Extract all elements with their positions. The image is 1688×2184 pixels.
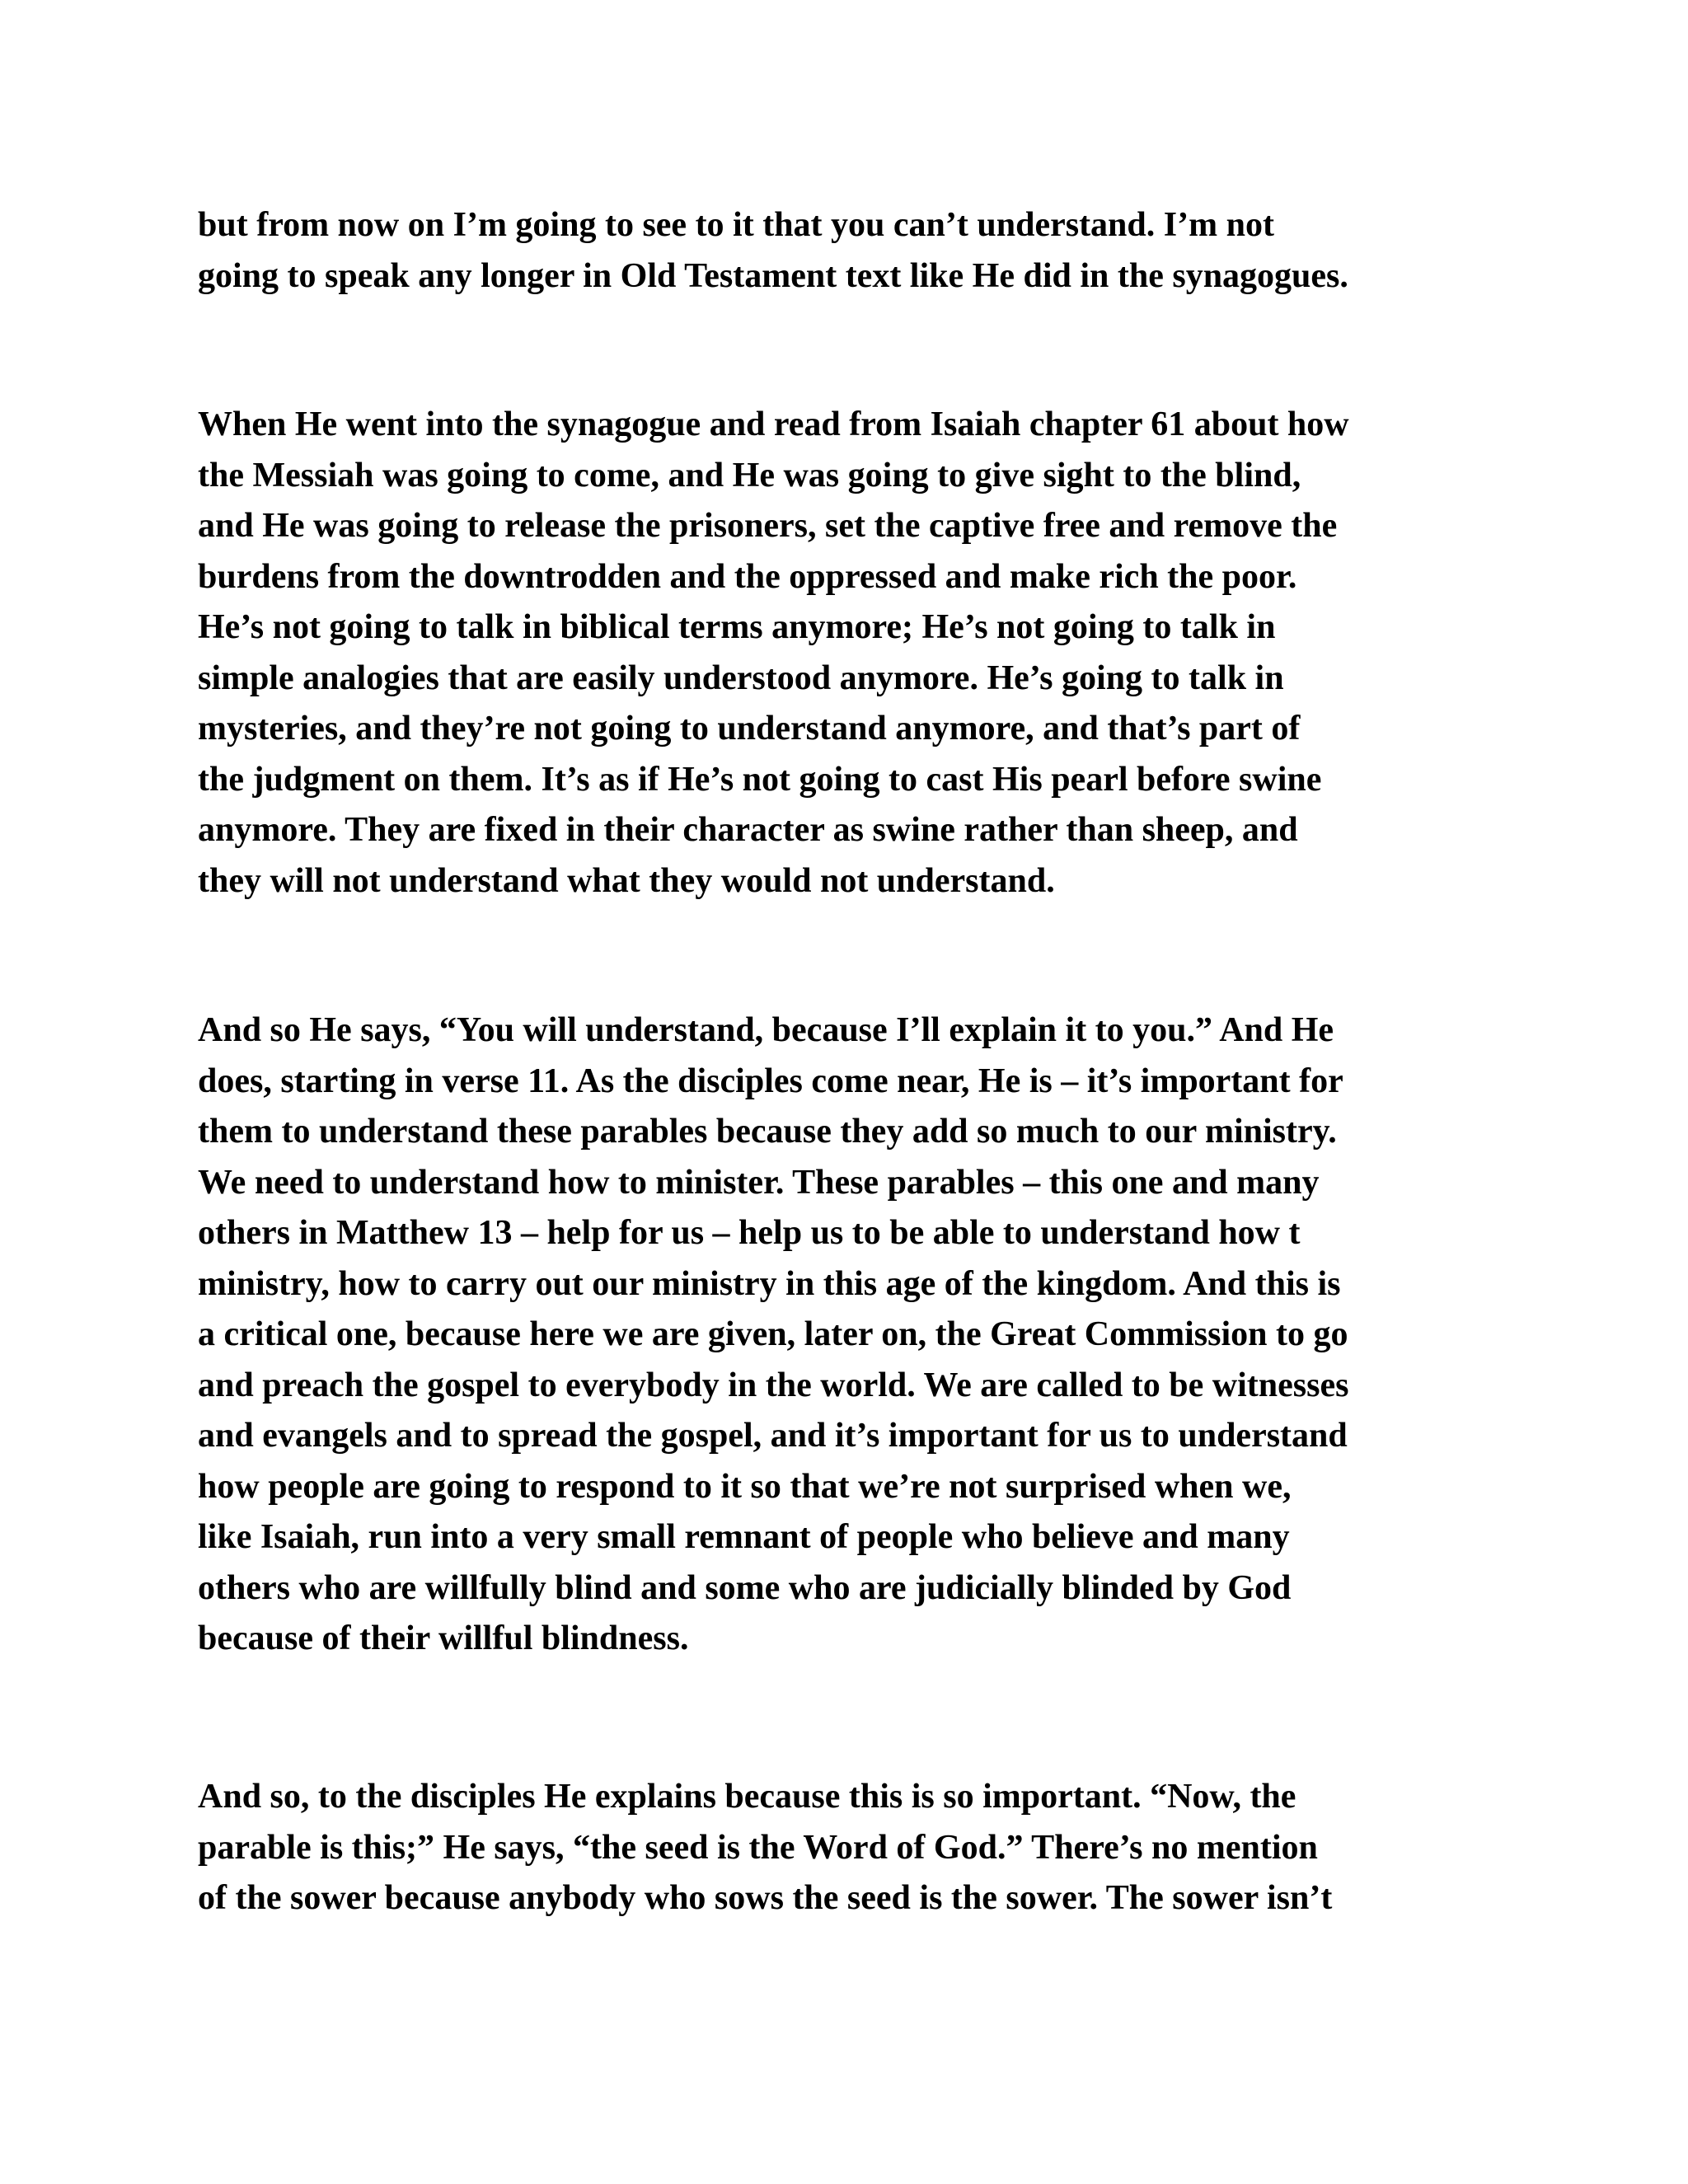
paragraph bbox=[198, 1772, 1517, 1924]
text-line: the judgment on them. It’s as if He’s not going to cast His pearl before swine bbox=[198, 760, 1322, 799]
text-line: because of their willful blindness. bbox=[198, 1619, 689, 1657]
text-line: them to understand these parables because they add so much to our ministry. bbox=[198, 1113, 1337, 1151]
text-line: parable is this;” He says, “the seed is the Word of God.” There’s no mention bbox=[198, 1828, 1318, 1867]
paragraph bbox=[198, 1005, 1517, 1665]
text-line: anymore. They are fixed in their character as swine rather than sheep, and bbox=[198, 811, 1298, 849]
text-line: going to speak any longer in Old Testament text like He did in the synagogues. bbox=[198, 256, 1348, 295]
text-line: When He went into the synagogue and read from Isaiah chapter 61 about how bbox=[198, 405, 1349, 443]
text-line: does, starting in verse 11. As the disciples come near, He is – it’s important for bbox=[198, 1062, 1343, 1100]
text-line: and He was going to release the prisoners, set the captive free and remove the bbox=[198, 507, 1338, 545]
text-line: And so He says, “You will understand, because I’ll explain it to you.” And He bbox=[198, 1011, 1334, 1049]
text-line: but from now on I’m going to see to it that you can’t understand. I’m not bbox=[198, 206, 1274, 244]
text-line: like Isaiah, run into a very small remnant of people who believe and many bbox=[198, 1518, 1290, 1556]
text-line: of the sower because anybody who sows the seed is the sower. The sower isn’t bbox=[198, 1879, 1333, 1917]
text-line: We need to understand how to minister. These parables – this one and many bbox=[198, 1163, 1320, 1202]
text-line: and evangels and to spread the gospel, and it’s important for us to understand bbox=[198, 1417, 1348, 1455]
text-line: the Messiah was going to come, and He was going to give sight to the blind, bbox=[198, 456, 1301, 494]
text-line: ministry, how to carry out our ministry in this age of the kingdom. And this is bbox=[198, 1264, 1341, 1303]
text-line: and preach the gospel to everybody in the world. We are called to be witnesses bbox=[198, 1366, 1349, 1404]
text-line: burdens from the downtrodden and the oppressed and make rich the poor. bbox=[198, 557, 1297, 596]
paragraph bbox=[198, 200, 1517, 302]
text-line: others who are willfully blind and some who are judicially blinded by God bbox=[198, 1568, 1292, 1607]
text-line: others in Matthew 13 – help for us – help us to be able to understand how t bbox=[198, 1214, 1301, 1252]
text-line: simple analogies that are easily understood anymore. He’s going to talk in bbox=[198, 658, 1284, 697]
text-line: And so, to the disciples He explains because this is so important. “Now, the bbox=[198, 1778, 1296, 1816]
text-line: they will not understand what they would not understand. bbox=[198, 861, 1055, 900]
text-line: He’s not going to talk in biblical terms anymore; He’s not going to talk in bbox=[198, 608, 1276, 646]
paragraph bbox=[198, 400, 1517, 907]
text-line: how people are going to respond to it so that we’re not surprised when we, bbox=[198, 1467, 1292, 1506]
text-line: a critical one, because here we are given, later on, the Great Commission to go bbox=[198, 1315, 1348, 1353]
text-line: mysteries, and they’re not going to understand anymore, and that’s part of bbox=[198, 710, 1301, 748]
